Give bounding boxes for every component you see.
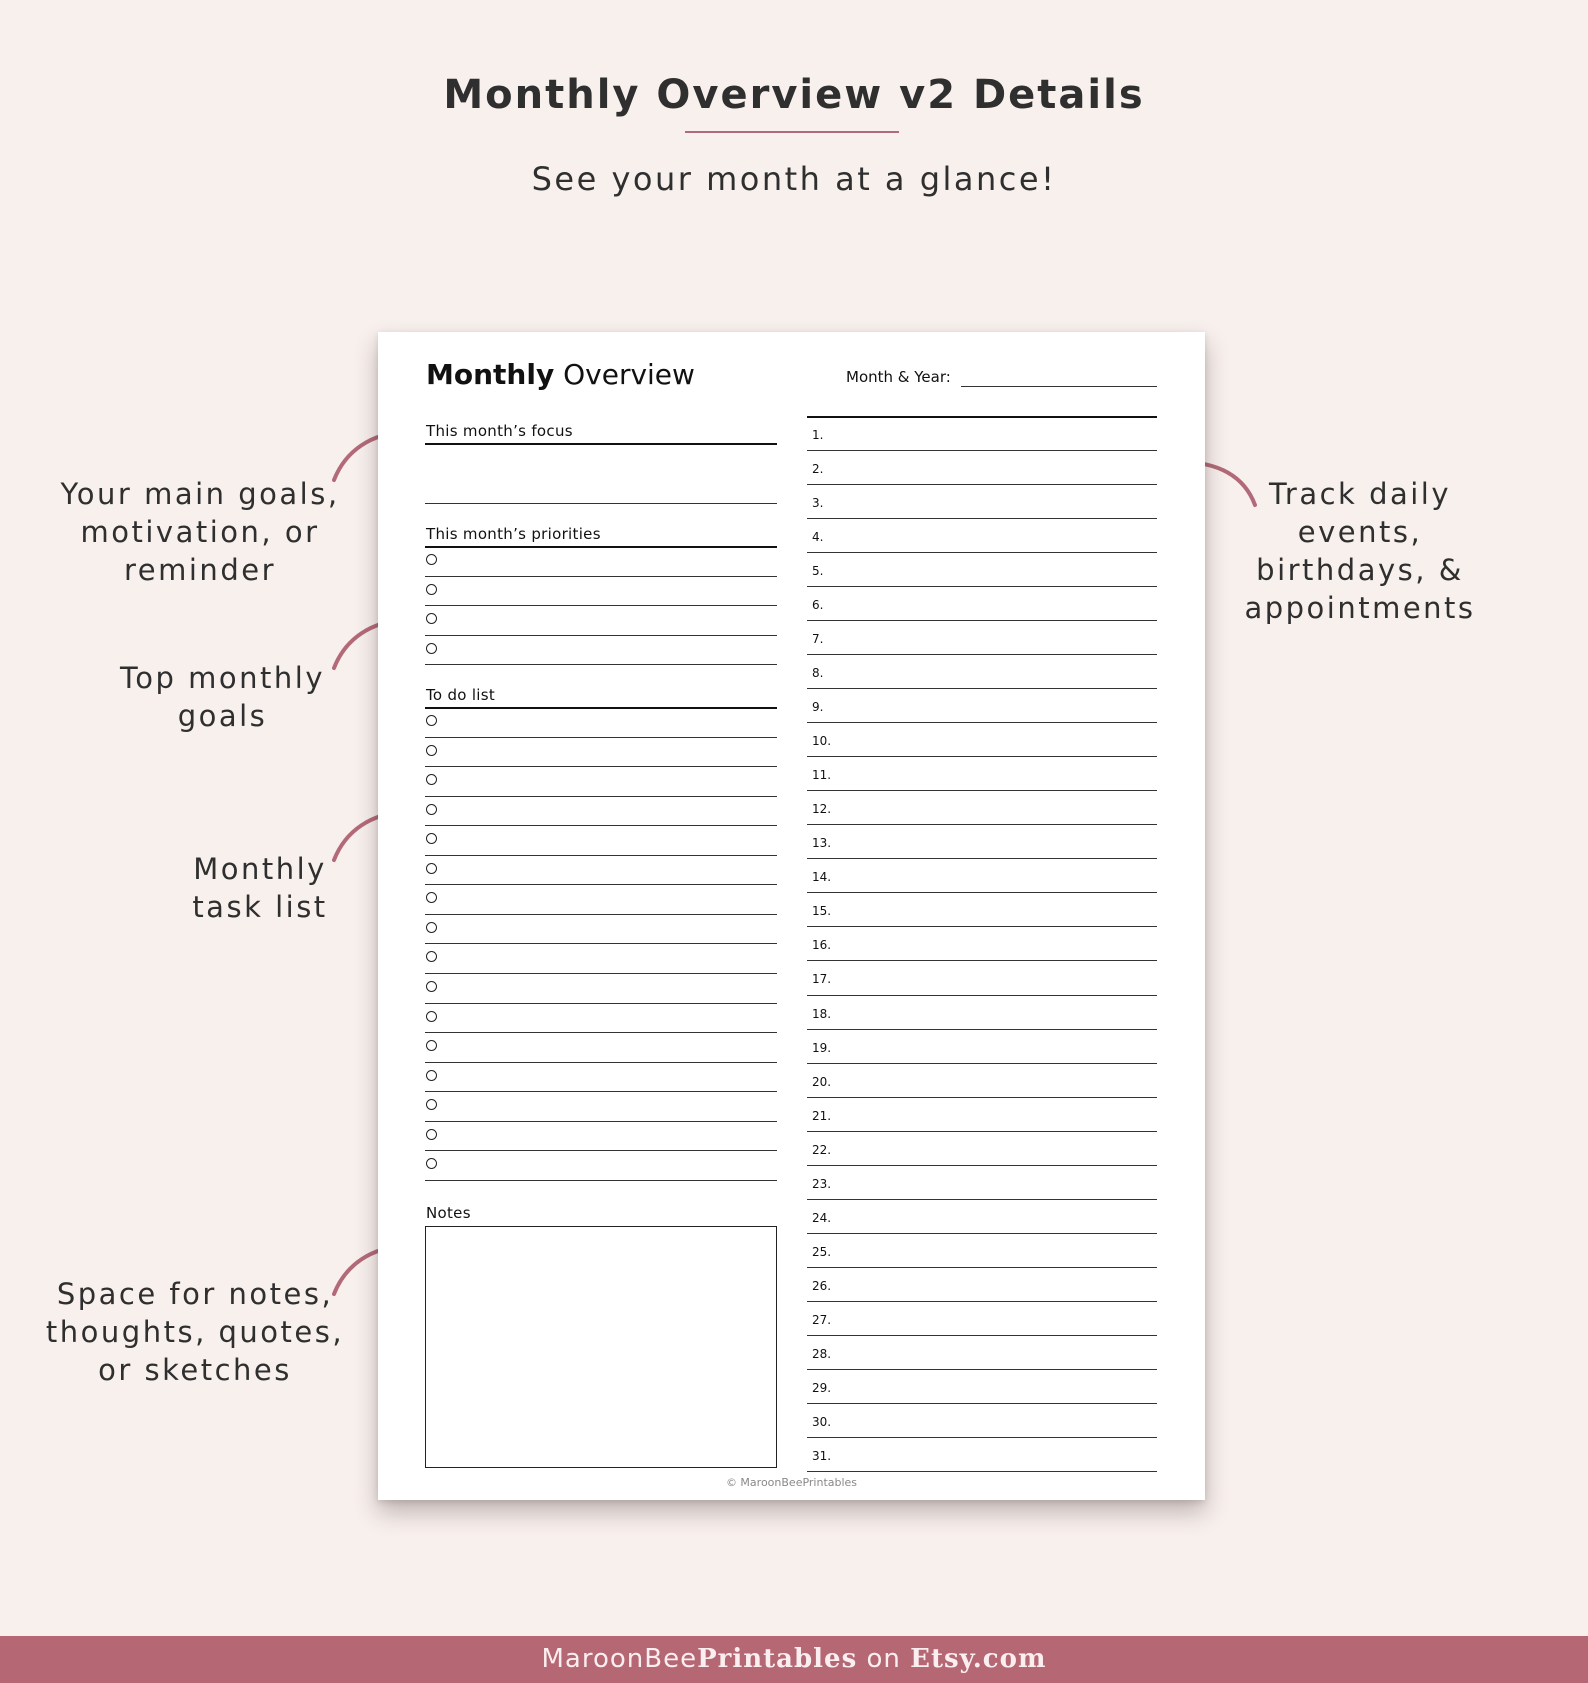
- day-number: 2.: [812, 462, 824, 477]
- day-number: 31.: [812, 1448, 832, 1463]
- day-line[interactable]: [807, 858, 1157, 859]
- day-number: 10.: [812, 734, 832, 749]
- todo-checkbox[interactable]: [426, 1099, 437, 1110]
- sheet-title-bold: Monthly: [426, 358, 555, 391]
- day-line[interactable]: [807, 688, 1157, 689]
- footer-shop-name-bold: Printables: [697, 1644, 858, 1674]
- day-number: 9.: [812, 700, 824, 715]
- day-line[interactable]: [807, 790, 1157, 791]
- day-number: 1.: [812, 428, 824, 442]
- priority-checkbox[interactable]: [426, 643, 437, 654]
- notes-label: Notes: [426, 1204, 471, 1222]
- day-line[interactable]: [807, 1029, 1157, 1030]
- days-top-rule: [807, 416, 1157, 418]
- day-line[interactable]: [807, 892, 1157, 893]
- todo-line[interactable]: [425, 737, 777, 738]
- todo-line[interactable]: [425, 914, 777, 915]
- day-line[interactable]: [807, 995, 1157, 996]
- notes-box[interactable]: [425, 1226, 777, 1468]
- todo-line[interactable]: [425, 1062, 777, 1063]
- day-number: 25.: [812, 1244, 832, 1259]
- day-line[interactable]: [807, 1471, 1157, 1472]
- day-number: 24.: [812, 1210, 832, 1225]
- todo-checkbox[interactable]: [426, 981, 437, 992]
- day-number: 11.: [812, 768, 832, 783]
- priority-checkbox[interactable]: [426, 554, 437, 565]
- month-year-field[interactable]: [961, 386, 1157, 387]
- day-line[interactable]: [807, 1403, 1157, 1404]
- day-line[interactable]: [807, 926, 1157, 927]
- day-line[interactable]: [807, 1165, 1157, 1166]
- todo-line[interactable]: [425, 825, 777, 826]
- page-heading: Monthly Overview v2 Details: [443, 72, 1145, 118]
- day-number: 29.: [812, 1380, 832, 1395]
- todo-line[interactable]: [425, 1150, 777, 1151]
- annotation-line: Top monthly: [120, 661, 325, 695]
- priority-checkbox[interactable]: [426, 613, 437, 624]
- todo-checkbox[interactable]: [426, 1129, 437, 1140]
- day-line[interactable]: [807, 1131, 1157, 1132]
- todo-line[interactable]: [425, 1032, 777, 1033]
- annotation-line: Space for notes,: [56, 1277, 334, 1311]
- annotation-line: goals: [177, 699, 268, 733]
- todo-checkbox[interactable]: [426, 1040, 437, 1051]
- todo-line[interactable]: [425, 1091, 777, 1092]
- day-line[interactable]: [807, 1199, 1157, 1200]
- todo-checkbox[interactable]: [426, 745, 437, 756]
- day-number: 17.: [812, 972, 832, 987]
- day-line[interactable]: [807, 1369, 1157, 1370]
- todo-line[interactable]: [425, 796, 777, 797]
- day-line[interactable]: [807, 586, 1157, 587]
- priorities-rule: [425, 546, 777, 548]
- todo-line[interactable]: [425, 1003, 777, 1004]
- day-line[interactable]: [807, 620, 1157, 621]
- annotation-line: birthdays, &: [1256, 553, 1464, 587]
- priority-line[interactable]: [425, 635, 777, 636]
- todo-line[interactable]: [425, 1121, 777, 1122]
- annotation-line: thoughts, quotes,: [45, 1315, 345, 1349]
- todo-rule: [425, 707, 777, 709]
- day-line[interactable]: [807, 518, 1157, 519]
- todo-checkbox[interactable]: [426, 922, 437, 933]
- day-line[interactable]: [807, 1335, 1157, 1336]
- day-number: 27.: [812, 1312, 832, 1327]
- day-line[interactable]: [807, 1267, 1157, 1268]
- todo-line[interactable]: [425, 855, 777, 856]
- day-line[interactable]: [807, 1301, 1157, 1302]
- day-line[interactable]: [807, 960, 1157, 961]
- todo-label: To do list: [426, 686, 496, 704]
- todo-checkbox[interactable]: [426, 892, 437, 903]
- annotation-line: task list: [192, 890, 328, 924]
- todo-line[interactable]: [425, 884, 777, 885]
- priority-checkbox[interactable]: [426, 584, 437, 595]
- footer-banner: [0, 1636, 1588, 1683]
- page-subtitle: See your month at a glance!: [531, 160, 1057, 198]
- focus-rule: [425, 443, 777, 445]
- annotation-line: Track daily: [1268, 477, 1452, 511]
- day-number: 22.: [812, 1142, 832, 1157]
- focus-label: This month’s focus: [426, 422, 573, 440]
- day-number: 12.: [812, 802, 832, 817]
- todo-checkbox[interactable]: [426, 863, 437, 874]
- annotation-line: appointments: [1244, 591, 1476, 625]
- todo-checkbox[interactable]: [426, 951, 437, 962]
- day-number: 13.: [812, 836, 832, 851]
- day-number: 20.: [812, 1074, 832, 1089]
- annotation-line: motivation, or: [80, 515, 320, 549]
- footer-site: Etsy.com: [910, 1644, 1047, 1674]
- day-number: 14.: [812, 870, 832, 885]
- annotation-line: reminder: [124, 553, 276, 587]
- todo-checkbox[interactable]: [426, 804, 437, 815]
- day-number: 7.: [812, 632, 824, 647]
- day-line[interactable]: [807, 552, 1157, 553]
- todo-line[interactable]: [425, 973, 777, 974]
- day-number: 21.: [812, 1108, 832, 1123]
- sheet-title-light: Overview: [554, 358, 695, 391]
- priority-line[interactable]: [425, 664, 777, 665]
- todo-checkbox[interactable]: [426, 1158, 437, 1169]
- todo-checkbox[interactable]: [426, 715, 437, 726]
- day-line[interactable]: [807, 1097, 1157, 1098]
- day-line[interactable]: [807, 1437, 1157, 1438]
- footer-on: on: [857, 1644, 911, 1674]
- planner-sheet: [378, 332, 1205, 1500]
- day-number: 6.: [812, 598, 824, 613]
- priorities-label: This month’s priorities: [426, 525, 601, 543]
- annotation-line: events,: [1297, 515, 1423, 549]
- sheet-title: [426, 358, 695, 391]
- day-line[interactable]: [807, 1233, 1157, 1234]
- day-number: 3.: [812, 496, 824, 511]
- todo-checkbox[interactable]: [426, 1011, 437, 1022]
- day-number: 19.: [812, 1040, 832, 1055]
- day-line[interactable]: [807, 756, 1157, 757]
- month-year-label: Month & Year:: [846, 368, 951, 386]
- priority-line[interactable]: [425, 605, 777, 606]
- day-number: 18.: [812, 1006, 832, 1021]
- day-number: 23.: [812, 1176, 832, 1191]
- annotation-line: or sketches: [98, 1353, 292, 1387]
- todo-checkbox[interactable]: [426, 774, 437, 785]
- day-number: 8.: [812, 666, 824, 681]
- footer-shop-name: MaroonBee: [541, 1644, 698, 1674]
- day-line[interactable]: [807, 450, 1157, 451]
- day-line[interactable]: [807, 824, 1157, 825]
- day-number: 26.: [812, 1278, 832, 1293]
- day-line[interactable]: [807, 1063, 1157, 1064]
- copyright: © MaroonBeePrintables: [725, 1476, 858, 1489]
- day-number: 16.: [812, 938, 832, 953]
- day-line[interactable]: [807, 722, 1157, 723]
- todo-checkbox[interactable]: [426, 833, 437, 844]
- focus-write-line[interactable]: [425, 503, 777, 504]
- day-number: 5.: [812, 564, 824, 579]
- day-line[interactable]: [807, 654, 1157, 655]
- day-number: 30.: [812, 1414, 832, 1429]
- todo-line[interactable]: [425, 943, 777, 944]
- day-number: 15.: [812, 904, 832, 919]
- day-number: 28.: [812, 1346, 832, 1361]
- priority-line[interactable]: [425, 576, 777, 577]
- todo-line[interactable]: [425, 1180, 777, 1181]
- todo-line[interactable]: [425, 766, 777, 767]
- annotation-line: Monthly: [193, 852, 327, 886]
- todo-checkbox[interactable]: [426, 1070, 437, 1081]
- annotation-line: Your main goals,: [60, 477, 340, 511]
- day-line[interactable]: [807, 484, 1157, 485]
- day-number: 4.: [812, 530, 824, 545]
